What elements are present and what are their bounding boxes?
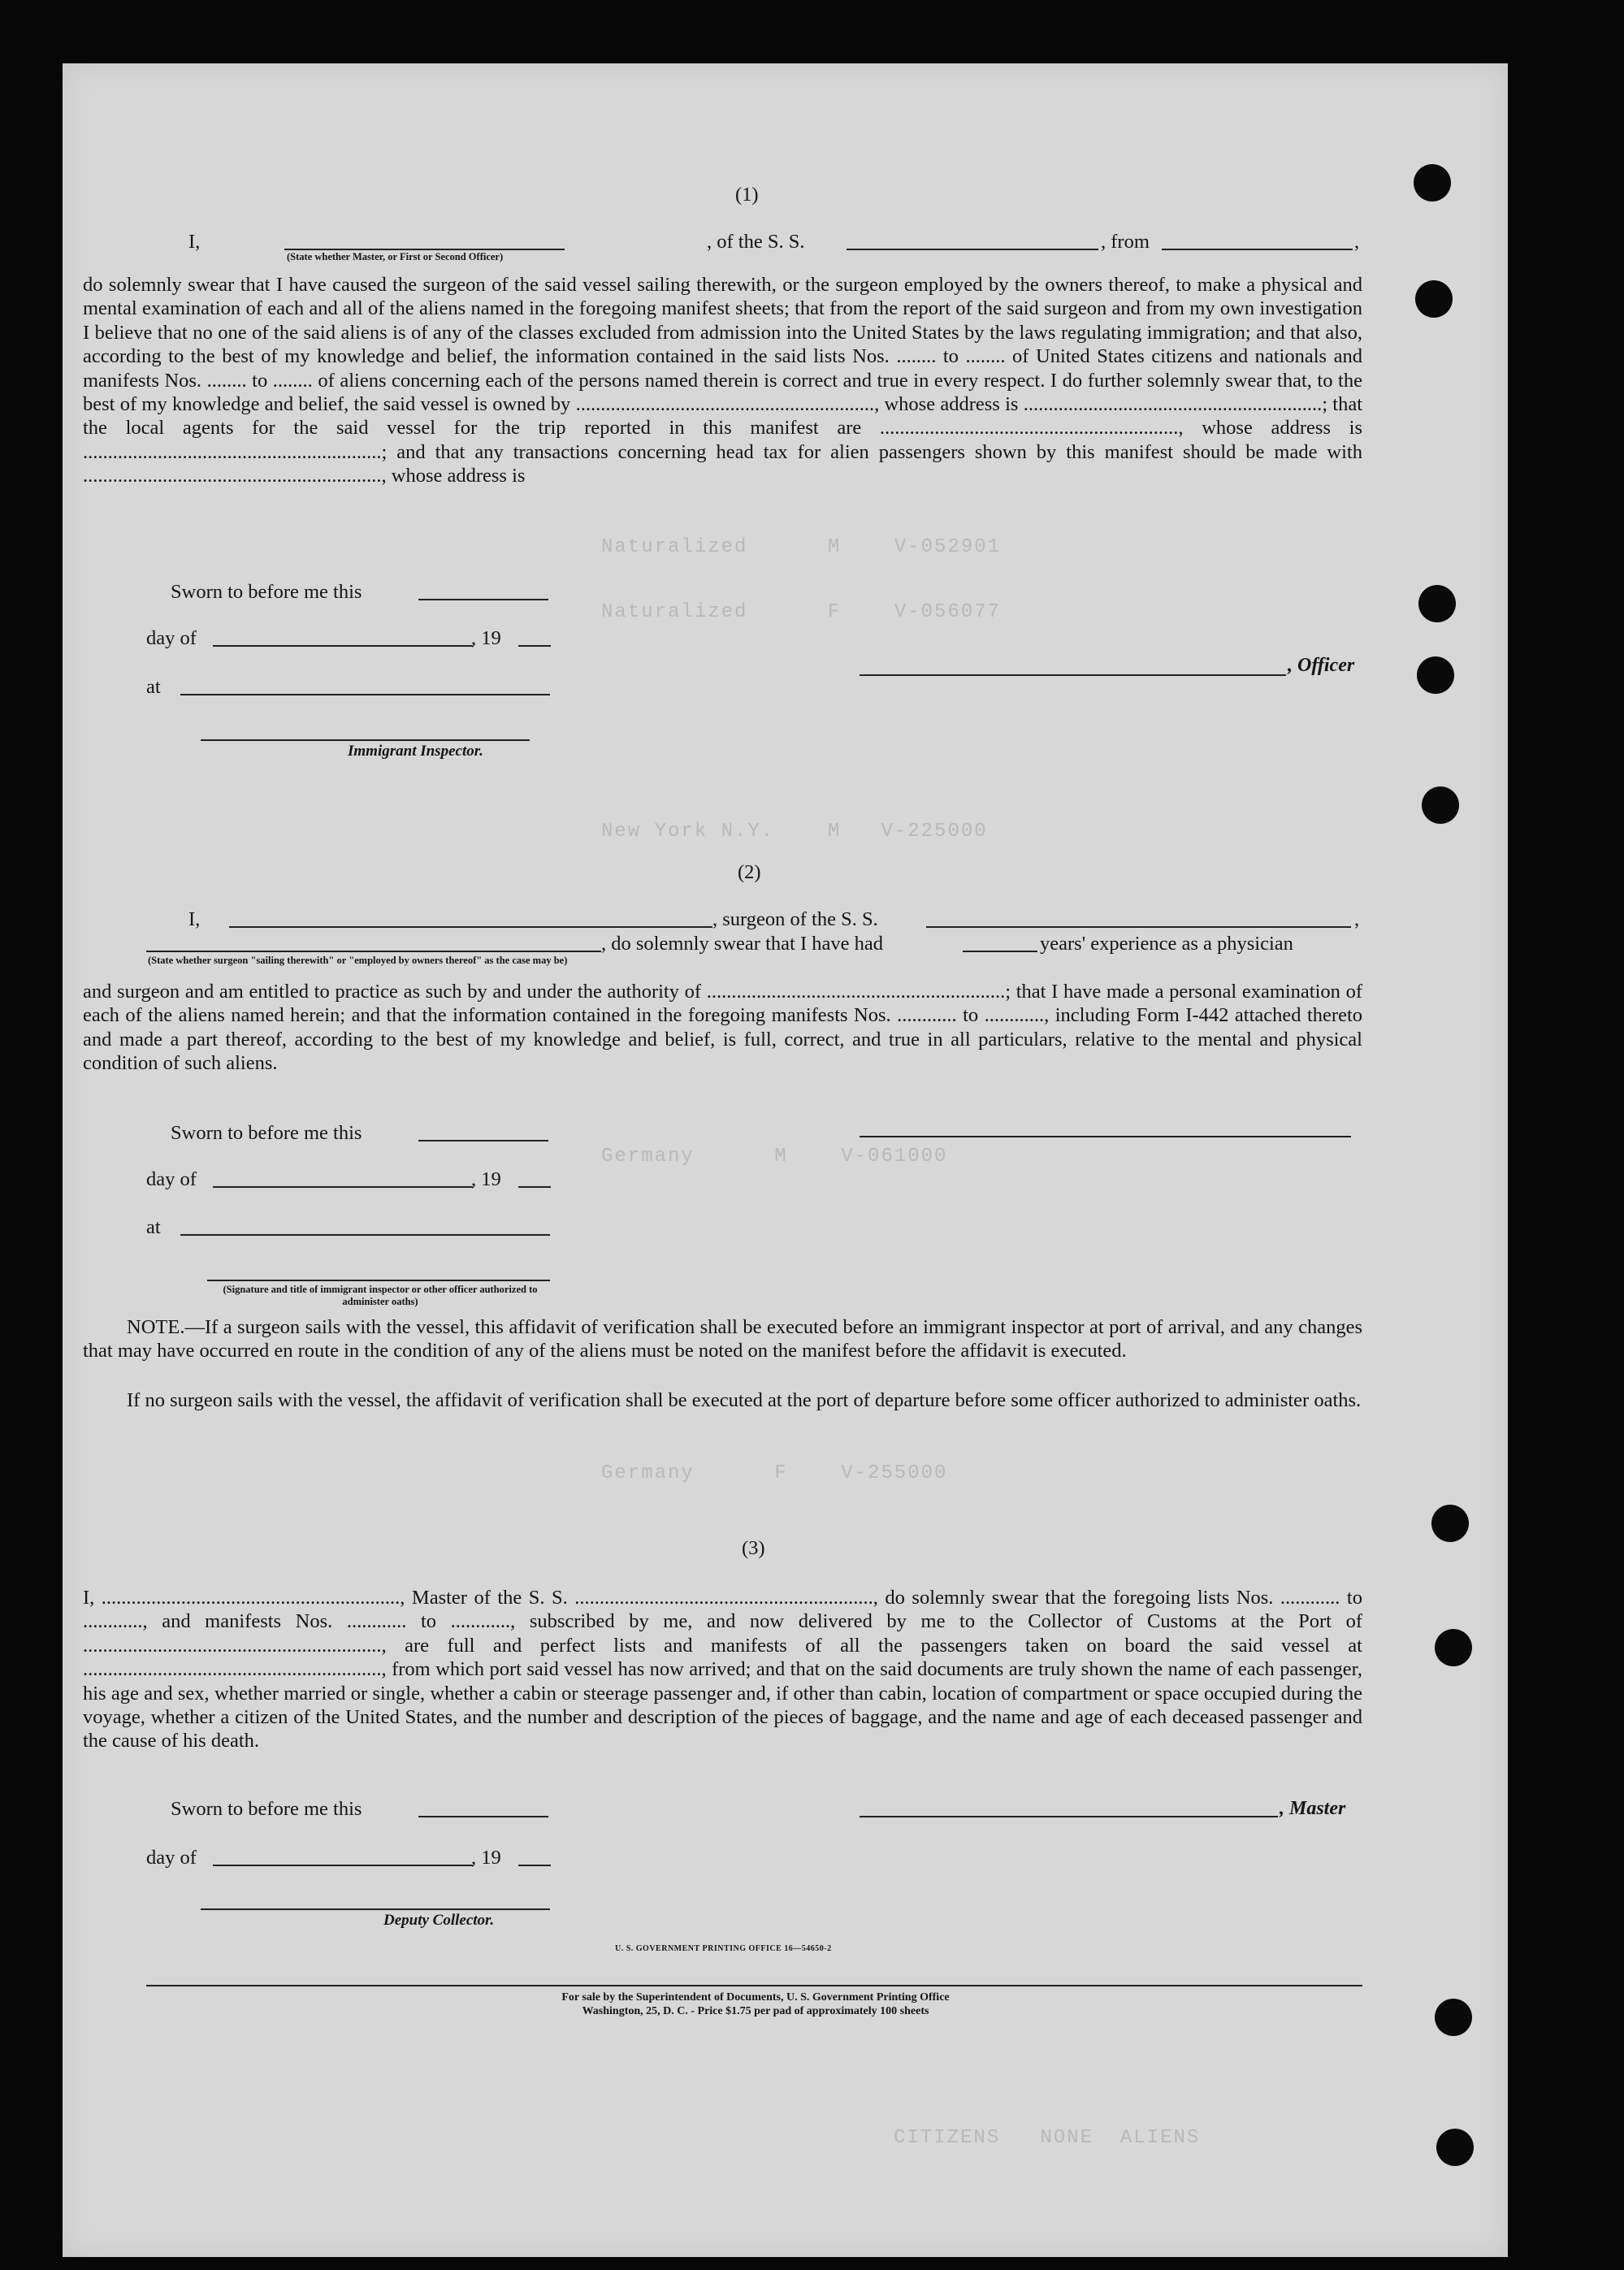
field-caption: (State whether surgeon "sailing therewith" or "employed by owners thereof" as the case may be)	[148, 955, 568, 966]
punch-hole	[1415, 280, 1453, 318]
master-signature-field[interactable]	[860, 1816, 1278, 1817]
sworn-date-field[interactable]	[418, 1140, 548, 1141]
signature-caption: (Signature and title of immigrant inspector or other officer authorized to administer oaths)	[223, 1284, 538, 1307]
note-no-surgeon: If no surgeon sails with the vessel, the affidavit of verification shall be executed at the port of departure before some officer authorized to administer oaths.	[127, 1389, 1362, 1411]
bleed-through-text: Germany M V-061000	[601, 1146, 948, 1167]
bleed-through-text: Naturalized M V-052901	[601, 536, 1002, 558]
month-field[interactable]	[213, 1186, 473, 1188]
surgeon-vessel-label: , surgeon of the S. S.	[712, 908, 878, 930]
printing-office-line: U. S. GOVERNMENT PRINTING OFFICE 16—54650-2	[615, 1944, 832, 1953]
punch-hole	[1418, 585, 1456, 622]
year-field[interactable]	[518, 645, 551, 647]
oath-body-1: do solemnly swear that I have caused the surgeon of the said vessel sailing therewith, or the surgeon employed by the owners thereof, to make a physical and mental examination of each and all of the aliens named in the foregoing manifest sheets; that from the report of the said surgeon and from my own investigation I believe that no one of the said aliens is of any of the classes excluded from admission into the United States by the laws regulating immigration; and that also, according to the best of my knowledge and belief, the information contained in the said lists Nos. ........ to ........ of United States citizens and nationals and manifests Nos. ........ to ........ of aliens concerning each of the persons named therein is correct and true in every respect. I do further solemnly swear that, to the best of my knowledge and belief, the said vessel is owned by ............................................................, whose address is ............................................................; that the local agents for the said vessel for the trip reported in this manifest are ............................................................, whose address is ............................................................; and that any transactions concerning head tax for alien passengers shown by this manifest should be made with ............................................................, whose address is	[83, 274, 1362, 487]
master-label: , Master	[1280, 1798, 1346, 1819]
footer-sale-line: For sale by the Superintendent of Documents, U. S. Government Printing Office	[561, 1991, 950, 2004]
section-number: (1)	[735, 184, 759, 206]
surgeon-type-field[interactable]	[146, 951, 601, 952]
oath-body-2: and surgeon and am entitled to practice as such by and under the authority of ............................................................; that I have made a personal examination of each of the aliens named herein; and that the information contained in the foregoing manifests Nos. ............ to ............, including Form I-442 attached thereto and made a part thereof, according to the best of my knowledge and belief, is full, correct, and true in all particulars, relative to the mental and physical condition of such aliens.	[83, 981, 1362, 1075]
day-of-label: day of	[146, 1168, 197, 1190]
from-label: , from	[1101, 231, 1150, 253]
punch-hole	[1414, 164, 1451, 201]
sworn-label: Sworn to before me this	[171, 1122, 362, 1144]
field-caption: (State whether Master, or First or Second Officer)	[287, 251, 504, 262]
footer-price-line: Washington, 25, D. C. - Price $1.75 per pad of approximately 100 sheets	[582, 2005, 929, 2017]
vessel-label: , of the S. S.	[707, 231, 805, 253]
day-of-label: day of	[146, 1847, 197, 1869]
punch-hole	[1417, 656, 1454, 694]
bleed-through-text: Naturalized F V-056077	[601, 601, 1002, 623]
place-field[interactable]	[180, 1234, 550, 1236]
officer-label: , Officer	[1288, 655, 1355, 676]
officer-signature-field[interactable]	[207, 1280, 550, 1281]
surgeon-vessel-field[interactable]	[926, 926, 1351, 928]
surgeon-signature-field[interactable]	[860, 1136, 1351, 1137]
officer-signature-field[interactable]	[860, 674, 1286, 676]
year-label: , 19	[471, 627, 501, 649]
years-field[interactable]	[963, 951, 1037, 952]
footer-rule	[146, 1985, 1362, 1986]
sworn-label: Sworn to before me this	[171, 1798, 362, 1820]
punch-hole	[1436, 2129, 1474, 2166]
officer-title-field[interactable]	[284, 249, 565, 250]
punch-hole	[1435, 1629, 1472, 1666]
year-field[interactable]	[518, 1186, 551, 1188]
line-end: ,	[1354, 908, 1360, 930]
collector-label: Deputy Collector.	[383, 1912, 495, 1929]
at-label: at	[146, 1216, 161, 1238]
oath-surgeon-prefix: I,	[188, 908, 201, 930]
collector-signature-field[interactable]	[201, 1908, 550, 1910]
physician-label: years' experience as a physician	[1040, 933, 1293, 955]
bleed-through-text: CITIZENS NONE ALIENS	[894, 2127, 1201, 2149]
bleed-through-text: Germany F V-255000	[601, 1462, 948, 1484]
year-label: , 19	[471, 1847, 501, 1869]
inspector-label: Immigrant Inspector.	[348, 743, 483, 760]
vessel-field[interactable]	[847, 249, 1098, 250]
sworn-date-field[interactable]	[418, 1816, 548, 1817]
year-field[interactable]	[518, 1865, 551, 1866]
section-number: (2)	[738, 861, 761, 883]
sworn-date-field[interactable]	[418, 599, 548, 600]
place-field[interactable]	[180, 694, 550, 695]
experience-label: , do solemnly swear that I have had	[601, 933, 883, 955]
punch-hole	[1435, 1999, 1472, 2036]
note-surgeon-sails: NOTE.—If a surgeon sails with the vessel, this affidavit of verification shall be executed before an immigrant inspector at port of arrival, and any changes that may have occurred en route in the condition of any of the aliens must be noted on the manifest before the affidavit is executed.	[83, 1316, 1362, 1362]
inspector-signature-field[interactable]	[201, 739, 530, 741]
month-field[interactable]	[213, 645, 473, 647]
day-of-label: day of	[146, 627, 197, 649]
bleed-through-text: New York N.Y. M V-225000	[601, 821, 988, 843]
surgeon-name-field[interactable]	[229, 926, 712, 928]
oath-body-3: I, ............................................................, Master of the S. S. ............................................................, do solemnly swear that the foregoing lists Nos. ............ to ............, and manifests Nos. ............ to ............, subscribed by me, and now delivered by me to the Collector of Customs at the Port of ............................................................, are full and perfect lists and manifests of all the passengers taken on board the said vessel at ............................................................, from which port said vessel has now arrived; and that on the said documents are truly shown the name of each passenger, his age and sex, whether married or single, whether a cabin or steerage passenger and, if other than cabin, location of compartment or space occupied during the voyage, whether a citizen of the United States, and the number and description of the pieces of baggage, and the name and age of each deceased passenger and the cause of his death.	[83, 1587, 1362, 1752]
at-label: at	[146, 676, 161, 698]
oath-officer-prefix: I,	[188, 231, 201, 253]
sworn-label: Sworn to before me this	[171, 581, 362, 603]
port-from-field[interactable]	[1162, 249, 1353, 250]
section-number: (3)	[742, 1537, 765, 1559]
month-field[interactable]	[213, 1865, 473, 1866]
year-label: , 19	[471, 1168, 501, 1190]
line-end: ,	[1354, 231, 1360, 253]
punch-hole	[1431, 1505, 1469, 1542]
punch-hole	[1422, 786, 1459, 824]
